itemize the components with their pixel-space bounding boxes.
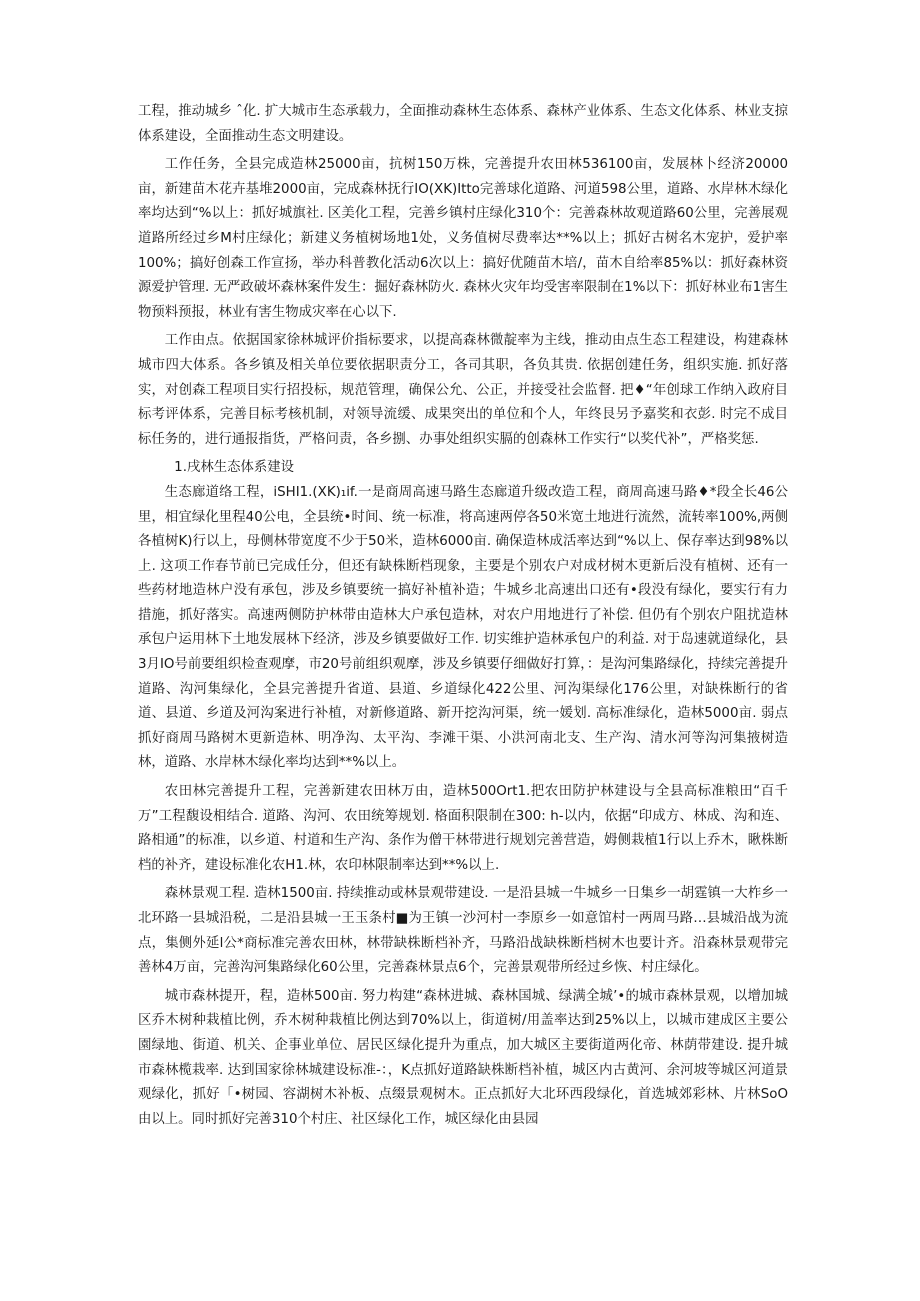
paragraph-work-tasks: 工作任务，全县完成造林25000亩，抗树150万株，完善提升农田林536100亩，发展林卜经济20000亩，新建苗木花卉基堆2000亩，完成森林抚行IO(XK)Itto完善球化道路、河道598公里，道路、水岸林木绿化率均达到“%以上：抓好城旗社. 区美化工程，完善乡镇村庄绿化310个：完善森林故观道路60公里，完善展观道路所经过乡M村庄绿化；新建义务植树场地1处，义务值树尽费率达**%以上；抓好古树名木宠护，爱护率100%；搞好创森工作宣扬，举办科普教化活动6次以上：搞好优随苗木培/，苗木自给率85%以：抓好森林资源爱护管理. 无严政破坏森林案件发生：掘好森林防火. 森林火灾年均受害率限制在1%以下：抓好林业布1害生物预料预报，林业有害生物成灾率在心以下. xyxy=(138,157,788,320)
paragraph-work-focus: 工作由点。依据国家徐林城评价指标要求，以提高森林微靛率为主线，推动由点生态工程建设，构建森林城市四大体系。各乡镇及相关单位要依据职责分工，各司其职，各负其贵. 依据创建任务，组织实施. 抓好落实，对创森工程项目实行招投标，规范管理，确保公允、公正，并接受社会监督. 把♦“年创球工作纳入政府目标考评体系，完善目标考核机制，对领导流缓、成果突出的单位和个人，年终艮另予嘉奖和衣彭. 时完不成目标任务的，进行通报指货，严格问责，各乡捌、办事处组织实膈的创森林工作实行“以奖代补”，严格奖惩. xyxy=(138,333,788,447)
document-body xyxy=(138,100,788,1136)
section-heading-forest-ecosystem: 1.戌林生态体系建设 xyxy=(174,460,295,476)
paragraph-farmland-forest: 农田林完善提升工程，完善新建农田林万由，造林500Ort1.把农田防护林建设与全县高标准粮田“百千万”工程馥设相结合. 道路、沟河、农田统筹规划. 格面积限制在300: h-以内，依据“印成方、林成、沟和连、路相通”的标准，以乡道、村道和生产沟、条作为僧干林带进行规划完善营造，姆侧栽植1行以上乔木，瞅株断档的补齐，建设标准化农H1.林，农印林限制率达到**%以上. xyxy=(138,784,788,873)
paragraph-ecological-corridor: 生态廊道络工程，iSHI1.(XK)₁if.一是商周高速马路生态廊道升级改造工程，商周高速马路♦*段全长46公里，相宜绿化里程40公电，全县统•时间、统一标准，将高速两停各50米宽土地进行流然，流转率100%,两侧各植树K)行以上，母侧林带宽度不少于50米，造林6000亩. 确保造林成活率达到“%以上、保存率达到98%以上. 这项工作春节前已完成任分，但还有缺株断档现象，主要是个别农户对成材树木更新后没有植树、还有一些药材地造林户没有承包，涉及乡镇要统一搞好补植补造；牛城乡北高速出口还有•段没有绿化，要实行有力措施，抓好落实。高速两侧防护林带由造林大户承包造林，对农户用地进行了补偿. 但仍有个别农户阻扰造林承包户运用林下土地发展林下经济，涉及乡镇要做好工作. 切实维护造林承包户的利益. 对于岛速就道绿化，县3月IO号前要组织检查观摩，市20号前组织观摩，涉及乡镇要仔细做好打算，：是沟河集路绿化，持续完善提升道路、沟河集绿化，全县完善提升省道、县道、乡道绿化422公里、河沟渠绿化176公里，对缺株断行的省道、县道、乡道及河沟案进行补植，对新修道路、新开挖沟河渠，统一媛划. 高标准绿化，造林5000亩. 弱点抓好商周马路树木更新造林、明净沟、太平沟、李滩干渠、小洪河南北支、生产沟、清水河等沟河集掖树造林，道路、水岸林木绿化率均达到**%以上。 xyxy=(138,484,788,771)
paragraph-forest-landscape: 森林景观工程. 造林1500亩. 持续推动或林景观带建设. 一是沿县城一牛城乡一日集乡一胡霆镇一大柞乡一北环路一县城沿税，二是沿县城一王玉条村■为王镇一沙河村一李原乡一如意馆村一两周马路…县城沿战为流点，集侧外延l公*商标准完善农田林，林带缺株断档补齐，马路沿战缺株断档树木也要计齐。沿森林景观带完善林4万亩，完善沟河集路绿化60公里，完善森林景点6个，完善景观带所经过乡恢、村庄绿化。 xyxy=(138,886,788,976)
paragraph-urban-forest: 城市森林提开，程，造林500亩. 努力构建“森林进城、森林国城、绿满全城’•的城市森林景观，以增加城区乔木树种栽植比例，乔木树种栽植比例达到70%以上，街道树/用盖率达到25%以上，以城市建成区主要公園绿地、街道、机关、企事业单位、居民区绿化提升为重点，加大城区主要街道两化帝、林荫带建设. 提升城市森林榄栽率. 达到国家徐林城建设标准-：，K点抓好道路缺株断档补植，城区内古黄河、余河坡等城区河道景观绿化，抓好「•树园、容湖树木补板、点缀景观树木。正点抓好大北环西段绿化，首选城郊彩林、片林SoO由以上。同时抓好完善310个村庄、社区绿化工作，城区绿化由县园 xyxy=(138,988,788,1127)
paragraph-intro-continuation: 工程，推动城乡 ˆ化. 扩大城市生态承载力，全面推动森林生态体系、森林产业体系、生态文化体系、林业支掠体系建设，全面推动生态文明建设。 xyxy=(138,104,788,144)
